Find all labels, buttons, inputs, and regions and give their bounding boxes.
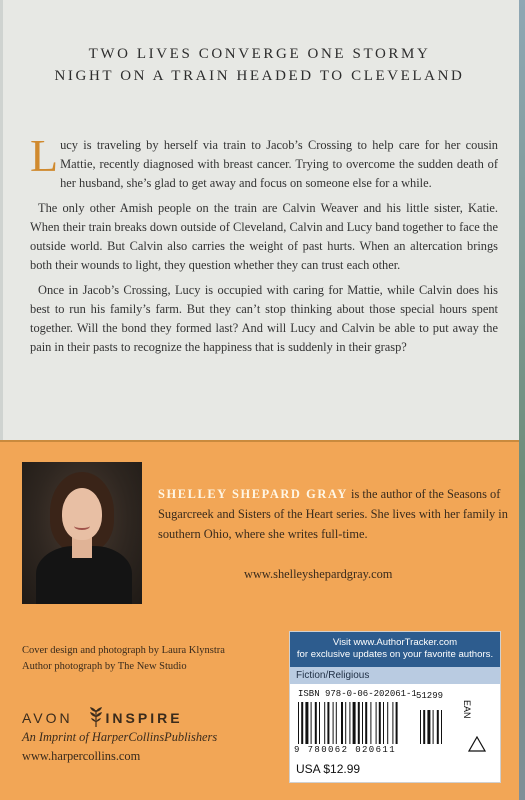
- barcode-bar: [353, 702, 356, 744]
- barcode-box: [289, 631, 501, 783]
- synopsis-paragraph: The only other Amish people on the train are Calvin Weaver and his little sister, Katie. When their train breaks down outside of Cleveland, Calvin and Lucy band together to face the outside world. But Calvin also carries the weight of past hurts. When an altercation brings both their wounds to light, they question whether they can trust each other.: [30, 201, 498, 272]
- barcode-bar: [349, 702, 350, 744]
- barcode-bar: [315, 702, 317, 744]
- author-photo-credit: Author photograph by The New Studio: [22, 661, 187, 672]
- cover-edge-right: [519, 0, 525, 800]
- tracker-line-1: Visit www.AuthorTracker.com: [332, 637, 458, 648]
- author-name: SHELLEY SHEPARD GRAY: [158, 487, 348, 501]
- drop-cap: L: [30, 130, 59, 181]
- barcode-addon-bar: [433, 710, 434, 744]
- barcode-bar: [301, 702, 303, 744]
- tracker-line-2: for exclusive updates on your favorite authors.: [296, 649, 494, 660]
- isbn-text: ISBN 978-0-06-202061-1: [298, 689, 417, 699]
- synopsis-paragraph-text: ucy is traveling by herself via train to Jacob’s Crossing to help care for her cousin Mattie, recently diagnosed with breast cancer. Trying to overcome the sudden death of her husband, she’s glad to get away and focus on someone else for a while.: [60, 138, 498, 190]
- author-photo: [22, 462, 142, 604]
- tagline-line-1: TWO LIVES CONVERGE ONE STORMY: [88, 46, 431, 62]
- barcode-bar: [376, 702, 377, 744]
- barcode-addon-bar: [427, 710, 430, 744]
- barcode-bar: [379, 702, 381, 744]
- synopsis-paragraph: [30, 130, 498, 193]
- credits: [22, 643, 225, 675]
- inspire-wordmark: INSPIRE: [105, 710, 183, 726]
- barcode-icon: [298, 702, 458, 746]
- synopsis-paragraph: Once in Jacob’s Crossing, Lucy is occupied with caring for Mattie, while Calvin does his best to run his family’s farm. But they can’t stop thinking about those special hours spent together. Will the bond they formed last? And will Lucy and Calvin be able to put away the pain in their pasts to recognize the happiness that is suddenly in their grasp?: [30, 283, 498, 354]
- panel-divider: [0, 440, 519, 442]
- barcode-bar: [324, 702, 325, 744]
- tagline-line-2: NIGHT ON A TRAIN HEADED TO CLEVELAND: [54, 68, 465, 84]
- ean-label: EAN: [462, 700, 472, 719]
- barcode-bar: [362, 702, 363, 744]
- cover-credit: Cover design and photograph by Laura Klynstra: [22, 645, 225, 656]
- barcode-bar: [305, 702, 308, 744]
- author-bio: [158, 484, 508, 544]
- barcode-digits: 9 780062 020611: [294, 745, 397, 755]
- synopsis-text: [30, 130, 498, 363]
- author-bio-text: is the author of the Seasons of Sugarcreek and Sisters of the Heart series. She lives with her family in southern Ohio, where she writes full-time.: [158, 487, 508, 541]
- barcode-addon-bar: [441, 710, 442, 744]
- imprint-publishers: Publishers: [164, 730, 218, 744]
- barcode-bar: [336, 702, 337, 744]
- imprint-text: An Imprint of HarperCollins: [22, 730, 165, 744]
- addon-digits: 51299: [416, 691, 444, 701]
- triangle-icon: [468, 736, 486, 752]
- barcode-bar: [319, 702, 320, 744]
- barcode-bar: [396, 702, 398, 744]
- wheat-icon: [88, 706, 104, 728]
- barcode-addon-bar: [437, 710, 439, 744]
- price-label: USA $12.99: [296, 762, 361, 776]
- avon-wordmark: AVON: [22, 710, 73, 726]
- barcode-bar: [358, 702, 360, 744]
- barcode-bar: [392, 702, 393, 744]
- publisher-logo: [22, 710, 183, 726]
- barcode-bar: [298, 702, 299, 744]
- publisher-website: www.harpercollins.com: [22, 749, 141, 763]
- barcode-addon-bar: [423, 710, 425, 744]
- barcode-bar: [370, 702, 371, 744]
- barcode-bar: [327, 702, 329, 744]
- barcode-bar: [345, 702, 346, 744]
- barcode-bar: [365, 702, 367, 744]
- barcode-addon-bar: [420, 710, 421, 744]
- barcode-bar: [387, 702, 388, 744]
- barcode-bar: [383, 702, 384, 744]
- barcode-bar: [341, 702, 343, 744]
- genre-label: Fiction/Religious: [290, 667, 500, 684]
- imprint-line: [22, 730, 217, 745]
- barcode-bar: [311, 702, 312, 744]
- author-tracker-banner: [290, 632, 500, 667]
- author-website: www.shelleyshepardgray.com: [244, 567, 393, 581]
- barcode-bar: [333, 702, 334, 744]
